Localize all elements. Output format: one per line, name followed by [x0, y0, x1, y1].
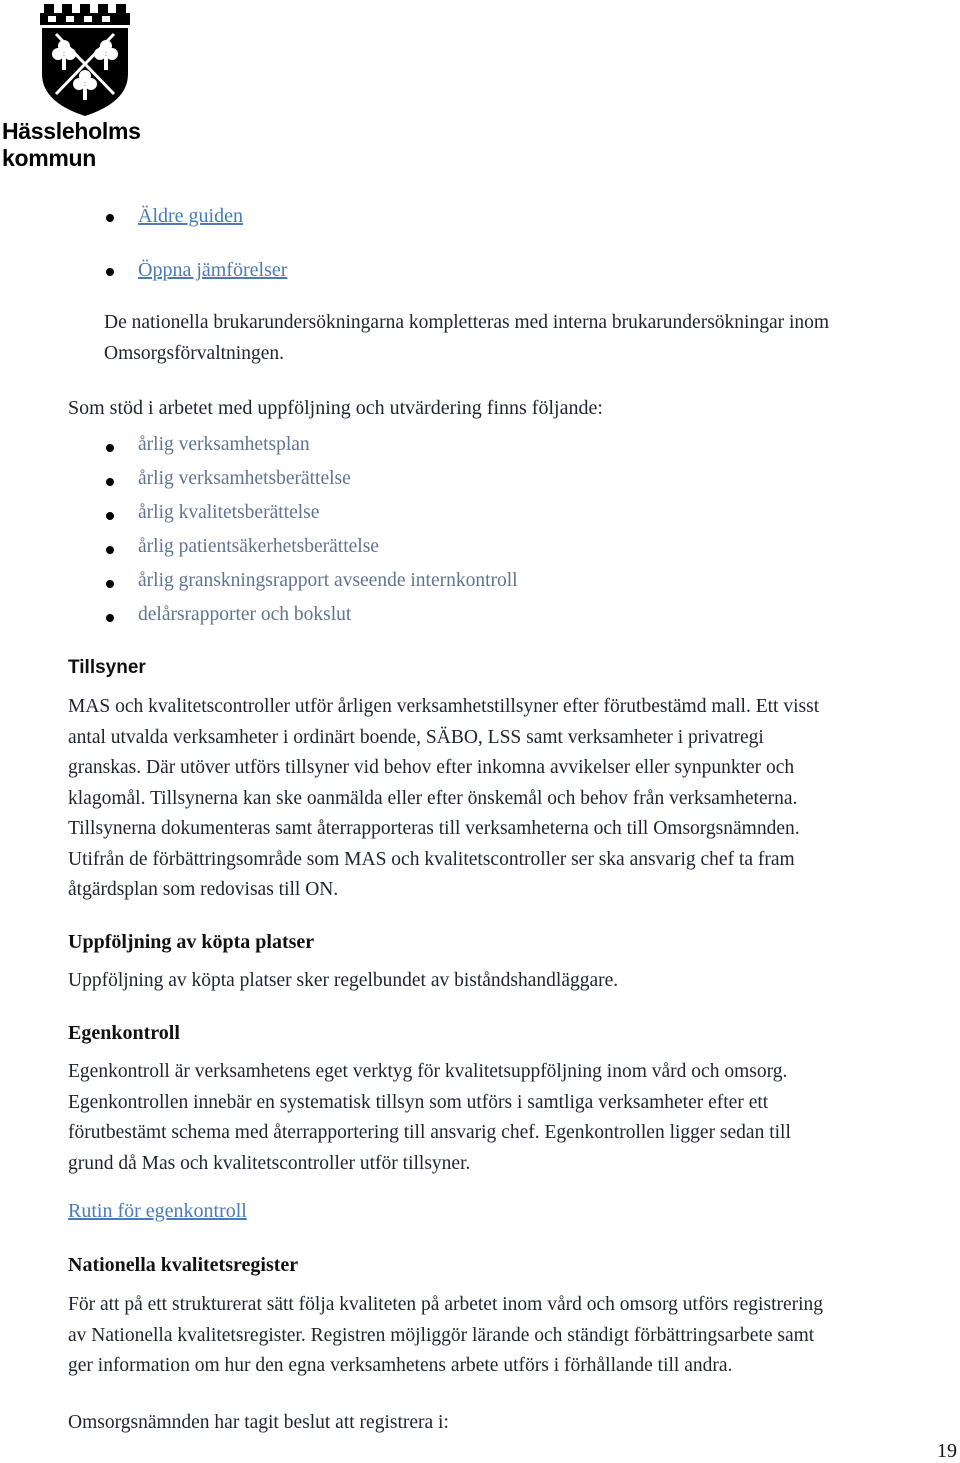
- nationella-line: För att på ett strukturerat sätt följa kvaliteten på arbetet inom vård och omsorg utförs registrering: [68, 1294, 824, 1315]
- egenkontroll-line: förutbestämt schema med återrapportering till ansvarig chef. Egenkontrollen ligger sedan till: [68, 1122, 791, 1143]
- municipality-logo: [0, 0, 170, 175]
- tillsyner-line: antal utvalda verksamheter i ordinärt boende, SÄBO, LSS samt verksamheter i privatregi: [68, 726, 764, 748]
- tillsyner-line: Utifrån de förbättringsområde som MAS och kvalitetscontroller ser ska ansvarig chef ta fram: [68, 848, 795, 870]
- logo-name-line2: kommun: [2, 145, 97, 171]
- rutin-egenkontroll-link[interactable]: Rutin för egenkontroll: [68, 1200, 247, 1222]
- registrera-line: Omsorgsnämnden har tagit beslut att registrera i:: [68, 1412, 449, 1433]
- tillsyner-line: åtgärdsplan som redovisas till ON.: [68, 879, 339, 900]
- logo-wordmark: [2, 118, 172, 172]
- egenkontroll-line: Egenkontroll är verksamhetens eget verktyg för kvalitetsuppföljning inom vård och omsorg.: [68, 1061, 788, 1082]
- support-item: årlig patientsäkerhetsberättelse: [138, 536, 379, 557]
- tillsyner-line: Tillsynerna dokumenteras samt återrapporteras till verksamheterna och till Omsorgsnämnden.: [68, 818, 800, 839]
- egenkontroll-line: grund då Mas och kvalitetscontroller utför tillsyner.: [68, 1152, 471, 1174]
- support-item: delårsrapporter och bokslut: [138, 604, 352, 625]
- intro-line: Omsorgsförvaltningen.: [104, 342, 284, 364]
- egenkontroll-line: Egenkontrollen innebär en systematisk tillsyn som utförs i samtliga verksamheter efter ett: [68, 1091, 769, 1113]
- support-item: årlig verksamhetsplan: [138, 434, 310, 455]
- link-aldre-guiden[interactable]: Äldre guiden: [138, 205, 243, 227]
- bullet-icon: [106, 580, 114, 588]
- tillsyner-heading: Tillsyner: [68, 657, 146, 678]
- nationella-line: ger information om hur den egna verksamhetens arbete utförs i förhållande till andra.: [68, 1355, 733, 1376]
- support-heading: Som stöd i arbetet med uppföljning och utvärdering finns följande:: [68, 397, 603, 419]
- nationella-heading: Nationella kvalitetsregister: [68, 1254, 299, 1276]
- egenkontroll-heading: Egenkontroll: [68, 1022, 180, 1044]
- tillsyner-line: granskas. Där utöver utförs tillsyner vid behov efter inkomna avvikelser eller synpunkter och: [68, 757, 795, 778]
- bullet-icon: [106, 268, 114, 276]
- bullet-icon: [106, 512, 114, 520]
- intro-line: De nationella brukarundersökningarna kompletteras med interna brukarundersökningar inom: [104, 312, 830, 333]
- kopta-platser-text: Uppföljning av köpta platser sker regelbundet av biståndshandläggare.: [68, 970, 619, 991]
- support-item: årlig kvalitetsberättelse: [138, 502, 320, 523]
- bullet-icon: [106, 214, 114, 222]
- tillsyner-line: MAS och kvalitetscontroller utför årligen verksamhetstillsyner efter förutbestämd mall. Ett visst: [68, 696, 820, 717]
- bullet-icon: [106, 614, 114, 622]
- bullet-icon: [106, 478, 114, 486]
- tillsyner-line: klagomål. Tillsynerna kan ske oanmälda eller efter önskemål och behov från verksamheterna.: [68, 787, 798, 809]
- page-number: 19: [937, 1440, 957, 1462]
- coat-of-arms-icon: [36, 4, 166, 119]
- nationella-paragraph: [68, 1290, 823, 1382]
- bullet-icon: [106, 546, 114, 554]
- nationella-line: av Nationella kvalitetsregister. Registren möjliggör lärande och ständigt förbättringsarbete samt: [68, 1324, 815, 1346]
- tillsyner-paragraph: [68, 692, 819, 906]
- link-oppna-jamforelser[interactable]: Öppna jämförelser: [138, 259, 288, 281]
- egenkontroll-paragraph: [68, 1057, 791, 1179]
- bullet-icon: [106, 444, 114, 452]
- intro-paragraph: [104, 308, 829, 369]
- support-item: årlig granskningsrapport avseende internkontroll: [138, 570, 518, 591]
- kopta-platser-heading: Uppföljning av köpta platser: [68, 931, 315, 953]
- support-item: årlig verksamhetsberättelse: [138, 468, 351, 489]
- logo-name-line1: Hässleholms: [2, 118, 141, 144]
